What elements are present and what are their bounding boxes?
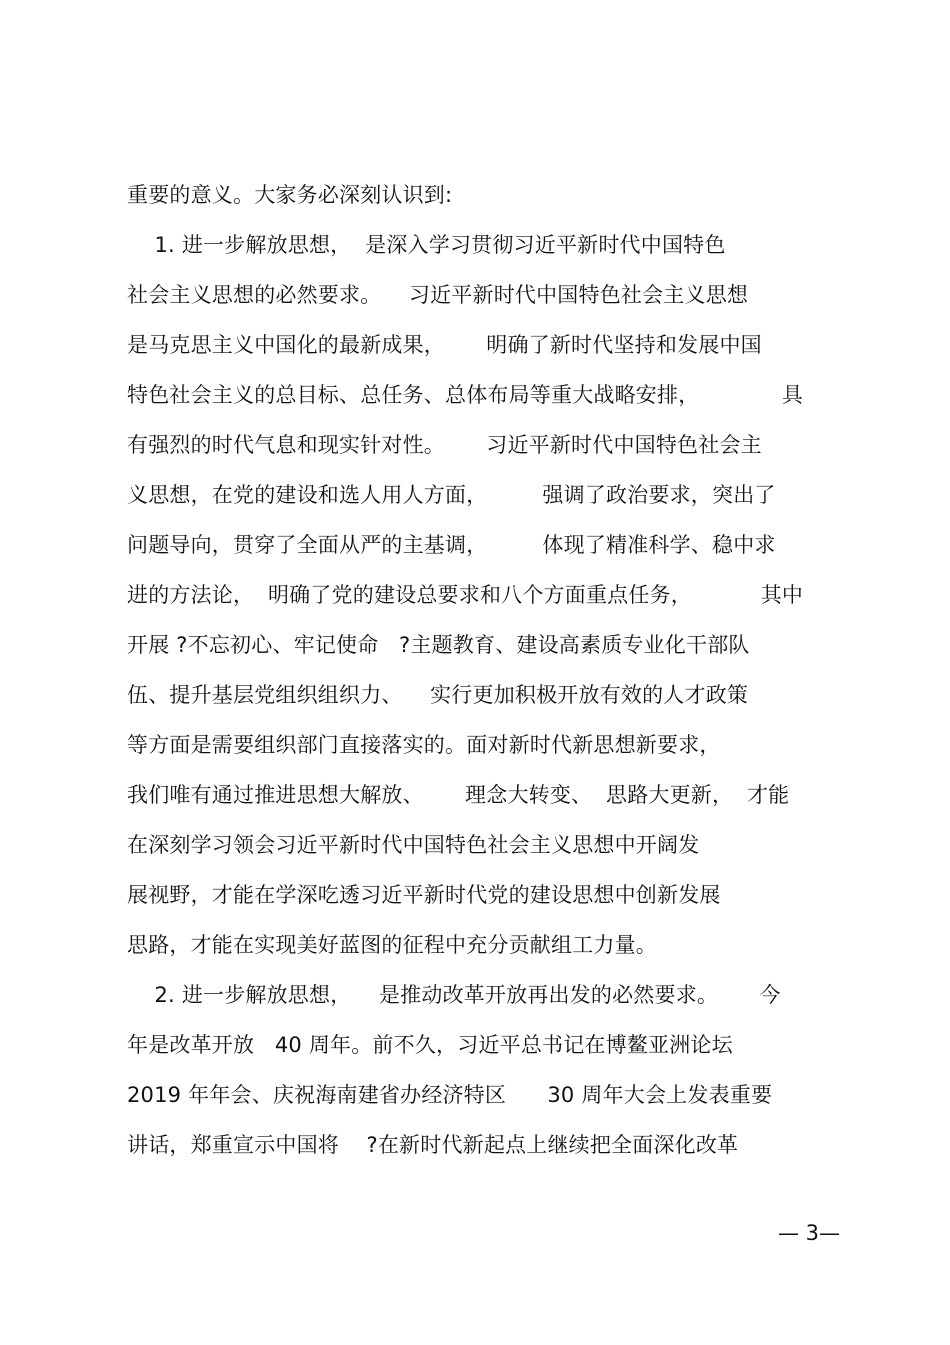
text-line-14: 在深刻学习领会习近平新时代中国特色社会主义思想中开阔发 <box>127 833 700 857</box>
text-line-12: 等方面是需要组织部门直接落实的。面对新时代新思想新要求， <box>127 733 721 757</box>
text-line-17: 2. 进一步解放思想， 是推动改革开放再出发的必然要求。 今 <box>127 983 781 1007</box>
text-line-13: 我们唯有通过推进思想大解放、 理念大转变、 思路大更新， 才能 <box>127 783 790 807</box>
text-line-4: 是马克思主义中国化的最新成果， 明确了新时代坚持和发展中国 <box>127 333 762 357</box>
text-line-16: 思路，才能在实现美好蓝图的征程中充分贡献组工力量。 <box>127 933 657 957</box>
text-line-1: 重要的意义。大家务必深刻认识到: <box>127 183 453 207</box>
text-line-11: 伍、提升基层党组织组织力、 实行更加积极开放有效的人才政策 <box>127 683 749 707</box>
page-number: — 3— <box>778 1221 841 1245</box>
text-line-9: 进的方法论， 明确了党的建设总要求和八个方面重点任务， 其中 <box>127 583 804 607</box>
text-line-10: 开展 ?不忘初心、牢记使命 ?主题教育、建设高素质专业化干部队 <box>127 633 750 657</box>
text-line-2: 1. 进一步解放思想， 是深入学习贯彻习近平新时代中国特色 <box>127 233 726 257</box>
text-line-19: 2019 年年会、庆祝海南建省办经济特区 30 周年大会上发表重要 <box>127 1083 773 1107</box>
text-line-7: 义思想，在党的建设和选人用人方面， 强调了政治要求，突出了 <box>127 483 776 507</box>
text-line-6: 有强烈的时代气息和现实针对性。 习近平新时代中国特色社会主 <box>127 433 762 457</box>
text-line-3: 社会主义思想的必然要求。 习近平新时代中国特色社会主义思想 <box>127 283 749 307</box>
text-line-20: 讲话，郑重宣示中国将 ?在新时代新起点上继续把全面深化改革 <box>127 1133 739 1157</box>
text-line-15: 展视野，才能在学深吃透习近平新时代党的建设思想中创新发展 <box>127 883 721 907</box>
text-line-5: 特色社会主义的总目标、总任务、总体布局等重大战略安排， 具 <box>127 383 804 407</box>
text-line-8: 问题导向，贯穿了全面从严的主基调， 体现了精准科学、稳中求 <box>127 533 776 557</box>
text-line-18: 年是改革开放 40 周年。前不久，习近平总书记在博鳌亚洲论坛 <box>127 1033 733 1057</box>
